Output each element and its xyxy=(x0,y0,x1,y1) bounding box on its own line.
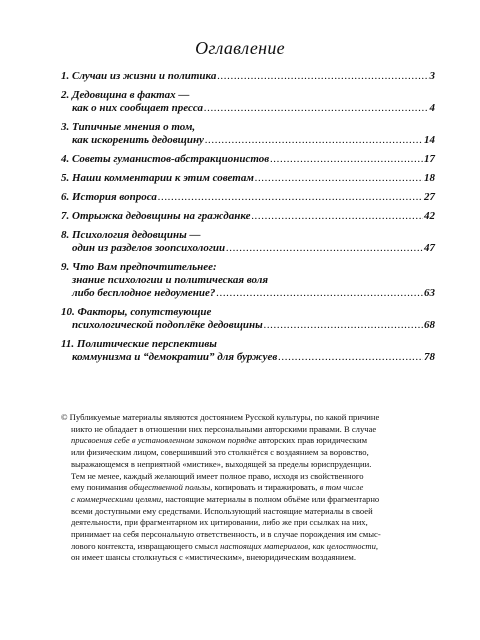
toc-entry-lastline xyxy=(61,134,435,147)
notice-text: ему понимания xyxy=(71,482,130,493)
toc-entry-line: 9. Что Вам предпочтительнее: xyxy=(61,261,217,273)
toc-page-number: 63 xyxy=(424,287,435,299)
toc-leader-dots xyxy=(205,134,423,147)
notice-line xyxy=(71,447,435,459)
toc-entry-line: 3. Типичные мнения о том, xyxy=(61,121,196,133)
toc-entry-title: как искоренить дедовщину xyxy=(72,134,204,146)
toc-leader-dots xyxy=(216,287,423,300)
toc-entry[interactable] xyxy=(61,191,435,204)
toc-leader-dots xyxy=(264,319,423,332)
toc-leader-dots xyxy=(270,153,423,166)
notice-text: Тем не менее, каждый желающий имеет полное право, исходя из свойственного xyxy=(71,470,364,481)
notice-line xyxy=(71,459,435,471)
notice-text: , копировать и тиражировать, xyxy=(210,482,320,493)
toc-entry-title: один из разделов зоопсихологии xyxy=(72,242,226,254)
toc-entry-lastline xyxy=(61,242,435,255)
notice-line xyxy=(61,412,435,424)
toc-page-number: 78 xyxy=(424,351,435,363)
notice-text: деятельности, при фрагментарном их цитировании, либо же при ссылках на них, xyxy=(71,517,368,528)
notice-text: выражающемся в неприятной «мистике», выходящей за пределы юриспруденции. xyxy=(71,458,372,469)
toc-entry-line: 8. Психология дедовщины — xyxy=(61,229,201,241)
notice-text: , xyxy=(375,540,379,551)
toc-page-number: 47 xyxy=(424,242,435,254)
toc-entry-title: 4. Советы гуманистов-абстракционистов xyxy=(61,153,270,165)
copyright-notice xyxy=(61,412,435,564)
toc-leader-dots xyxy=(204,102,429,115)
toc-entry-title: коммунизма и “демократии” для буржуев xyxy=(72,351,278,363)
notice-text: всеми доступными ему средствами. Использующий настоящие материалы в своей xyxy=(71,505,373,516)
notice-text: никто не обладает в отношении них персональными авторскими правами. В случае xyxy=(71,423,377,434)
toc-entry-lastline xyxy=(61,172,435,185)
toc-leader-dots xyxy=(278,351,423,364)
toc-page-number: 42 xyxy=(424,210,435,222)
page-title: Оглавление xyxy=(195,38,285,58)
toc-entry-lastline xyxy=(61,210,435,223)
toc-page-number: 27 xyxy=(424,191,435,203)
notice-line xyxy=(71,529,435,541)
toc-entry[interactable] xyxy=(61,121,435,147)
toc-entry-title: психологической подоплёке дедовщины xyxy=(72,319,263,331)
notice-line xyxy=(71,517,435,529)
toc-entry[interactable] xyxy=(61,153,435,166)
toc-entry-lastline xyxy=(61,153,435,166)
toc-entry-title: 6. История вопроса xyxy=(61,191,157,203)
notice-line xyxy=(71,482,435,494)
toc-entry-lastline xyxy=(61,319,435,332)
notice-line xyxy=(71,494,435,506)
toc-entry[interactable] xyxy=(61,261,435,300)
notice-body xyxy=(61,424,435,564)
notice-text: авторских прав юридическим xyxy=(256,435,368,446)
toc-entry-lastline xyxy=(61,70,435,83)
toc-leader-dots xyxy=(226,242,423,255)
toc-entry[interactable] xyxy=(61,89,435,115)
toc-entry-title: либо бесплодное недоумение? xyxy=(72,287,216,299)
notice-emphasis: общественной пользы xyxy=(129,482,211,493)
toc-entry-title: 1. Случаи из жизни и политика xyxy=(61,70,217,82)
notice-text: принимает на себя персональную ответственность, и в случае порождения им смыс- xyxy=(71,529,381,540)
toc-entry[interactable] xyxy=(61,210,435,223)
toc-entry-title: 5. Наши комментарии к этим советам xyxy=(61,172,254,184)
notice-line xyxy=(71,506,435,518)
notice-emphasis: в том числе xyxy=(319,482,364,493)
notice-line xyxy=(71,471,435,483)
toc-entry-lastline xyxy=(61,102,435,115)
toc-entry[interactable] xyxy=(61,172,435,185)
notice-emphasis: присвоения себе в установленном законом порядке xyxy=(71,435,257,446)
notice-line xyxy=(71,552,435,564)
notice-text: , настоящие материалы в полном объёме или фрагментарно xyxy=(161,493,380,504)
notice-text: он имеет шансы столкнуться с «мистическим», внеюридическим воздаянием. xyxy=(71,552,356,563)
toc-entry[interactable] xyxy=(61,229,435,255)
notice-line xyxy=(71,541,435,553)
notice-emphasis: настоящих материалов, как целостности xyxy=(220,540,376,551)
table-of-contents xyxy=(61,70,435,370)
notice-text: или физическим лицом, совершивший это столкнётся с воздаянием за воровство, xyxy=(71,447,369,458)
toc-entry-line: 2. Дедовщина в фактах — xyxy=(61,89,190,101)
toc-entry-line: 10. Факторы, сопутствующие xyxy=(61,306,212,318)
toc-entry-title: 7. Отрыжка дедовщины на гражданке xyxy=(61,210,251,222)
toc-page-number: 3 xyxy=(429,70,435,82)
toc-entry[interactable] xyxy=(61,338,435,364)
toc-entry-title: как о них сообщает пресса xyxy=(72,102,203,114)
toc-entry[interactable] xyxy=(61,306,435,332)
toc-entry-line: 11. Политические перспективы xyxy=(61,338,217,350)
toc-leader-dots xyxy=(255,172,423,185)
toc-page-number: 17 xyxy=(424,153,435,165)
toc-entry-line: знание психологии и политическая воля xyxy=(72,274,269,286)
notice-emphasis: с коммерческими целями xyxy=(71,493,162,504)
toc-entry[interactable] xyxy=(61,70,435,83)
toc-page-number: 18 xyxy=(424,172,435,184)
toc-leader-dots xyxy=(158,191,423,204)
toc-page-number: 14 xyxy=(424,134,435,146)
toc-leader-dots xyxy=(217,70,428,83)
toc-entry-lastline xyxy=(61,191,435,204)
notice-line xyxy=(71,435,435,447)
toc-page-number: 68 xyxy=(424,319,435,331)
toc-leader-dots xyxy=(251,210,423,223)
notice-line xyxy=(71,424,435,436)
toc-page-number: 4 xyxy=(429,102,435,114)
toc-entry-lastline xyxy=(61,287,435,300)
toc-entry-lastline xyxy=(61,351,435,364)
notice-text: лового контекста, извращающего смысл xyxy=(71,540,221,551)
notice-text: © Публикуемые материалы являются достоянием Русской культуры, по какой причине xyxy=(61,412,380,422)
